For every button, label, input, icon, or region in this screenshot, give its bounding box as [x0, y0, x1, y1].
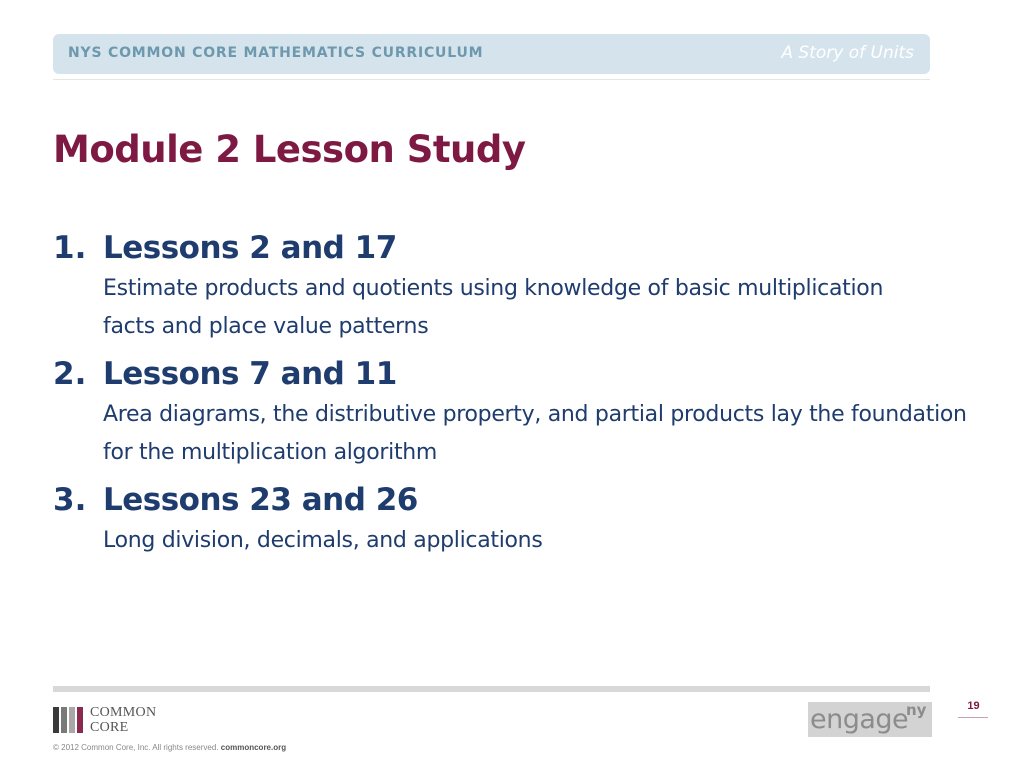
engageny-logo: [808, 702, 932, 737]
lesson-heading: Lessons 7 and 11: [103, 356, 397, 392]
common-core-logo: [53, 705, 193, 735]
lesson-number: 3.: [53, 482, 87, 518]
copyright-notice: [53, 743, 286, 752]
lesson-list: [53, 226, 973, 566]
curriculum-label: NYS COMMON CORE MATHEMATICS CURRICULUM: [68, 45, 484, 61]
lesson-heading: Lessons 2 and 17: [103, 230, 397, 266]
header-bar: [53, 34, 930, 74]
lesson-heading: Lessons 23 and 26: [103, 482, 418, 518]
slide-title: Module 2 Lesson Study: [53, 128, 526, 171]
lesson-item: [53, 226, 973, 346]
footer-divider: [53, 686, 930, 692]
lesson-description: Area diagrams, the distributive property, and partial products lay the foundation for the multiplication algorithm: [103, 402, 967, 465]
copyright-text: © 2012 Common Core, Inc. All rights reserved.: [53, 743, 219, 752]
lesson-description: Estimate products and quotients using knowledge of basic multiplication facts and place value patterns: [103, 276, 884, 339]
copyright-link[interactable]: commoncore.org: [220, 743, 287, 752]
logo-line-core: CORE: [90, 720, 129, 735]
header-divider: [53, 79, 930, 80]
engage-ny-superscript: ny: [906, 701, 927, 719]
engage-word: engage: [810, 704, 909, 735]
page-number: 19: [967, 700, 980, 712]
story-label: A Story of Units: [781, 43, 914, 63]
lesson-item: [53, 352, 973, 472]
lesson-item: [53, 478, 973, 560]
lesson-description: Long division, decimals, and applications: [103, 528, 543, 553]
lesson-number: 1.: [53, 230, 87, 266]
page-number-underline: [958, 717, 988, 718]
common-core-bars-icon: [53, 707, 85, 733]
lesson-number: 2.: [53, 356, 87, 392]
logo-line-common: COMMON: [90, 705, 157, 720]
